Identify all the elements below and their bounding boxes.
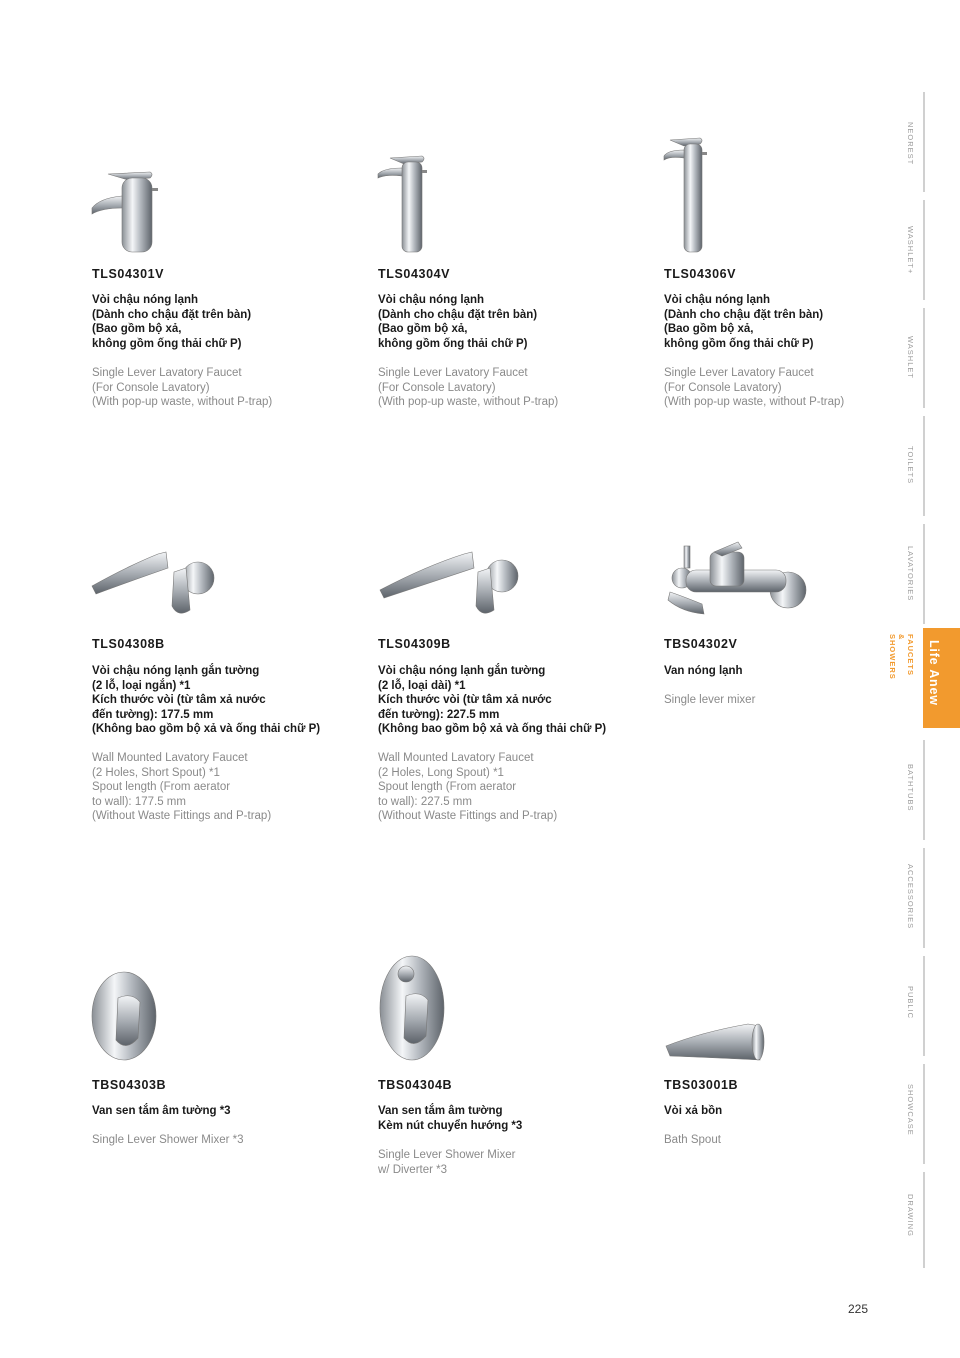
product-code: TBS04304B — [378, 1078, 453, 1092]
side-nav-label: WASHLET — [906, 336, 915, 379]
section-tab-label: Life Anew — [927, 640, 941, 706]
side-nav-label: ACCESSORIES — [906, 864, 915, 930]
product-code: TBS04303B — [92, 1078, 167, 1092]
faucet-image-tls04308b — [88, 546, 218, 622]
divider — [923, 308, 925, 408]
product-name-english: Single Lever Lavatory Faucet (For Console Lavatory) (With pop-up waste, without P-trap) — [92, 367, 273, 409]
side-nav-label: FAUCETS & SHOWERS — [888, 634, 915, 680]
side-nav-label: LAVATORIES — [906, 546, 915, 602]
divider — [923, 92, 925, 192]
divider — [923, 200, 925, 300]
divider — [923, 1172, 925, 1268]
product-name-vietnamese: Vòi chậu nóng lạnh gắn tường (2 lỗ, loại dài) *1 Kích thước vòi (từ tâm xả nước đến tường): 227.5 mm (Không bao gồm bộ xả và ống thải chữ P) — [378, 665, 607, 736]
side-nav-label: WASHLET+ — [906, 226, 915, 275]
side-nav-label: PUBLIC — [906, 986, 915, 1020]
faucet-image-tls04306v — [662, 136, 722, 254]
product-code: TBS03001B — [664, 1078, 739, 1092]
product-code: TLS04301V — [92, 267, 165, 281]
product-name-vietnamese: Vòi chậu nóng lạnh gắn tường (2 lỗ, loại ngắn) *1 Kích thước vòi (từ tâm xả nước đến tường): 177.5 mm (Không bao gồm bộ xả và ống thải chữ P) — [92, 665, 321, 736]
side-nav-label: NEOREST — [906, 122, 915, 166]
product-name-vietnamese: Van sen tắm âm tường Kèm nút chuyển hướng *3 — [378, 1105, 523, 1132]
product-name-vietnamese: Vòi chậu nóng lạnh (Dành cho chậu đặt trên bàn) (Bao gồm bộ xả, không gồm ống thải chữ P) — [92, 294, 252, 350]
faucet-image-tls04309b — [376, 546, 522, 622]
product-name-english: Single Lever Shower Mixer *3 — [92, 1134, 244, 1146]
product-name-english: Bath Spout — [664, 1134, 721, 1146]
product-name-vietnamese: Van sen tắm âm tường *3 — [92, 1105, 231, 1117]
product-code: TLS04306V — [664, 267, 737, 281]
product-name-vietnamese: Van nóng lạnh — [664, 665, 743, 677]
product-name-english: Single Lever Lavatory Faucet (For Console Lavatory) (With pop-up waste, without P-trap) — [664, 367, 845, 409]
product-name-vietnamese: Vòi chậu nóng lạnh (Dành cho chậu đặt trên bàn) (Bao gồm bộ xả, không gồm ống thải chữ P) — [664, 294, 824, 350]
side-nav-label: SHOWCASE — [906, 1084, 915, 1136]
divider — [923, 524, 925, 624]
shower-mixer-diverter-image-tbs04304b — [376, 952, 452, 1064]
divider — [923, 740, 925, 840]
product-name-english: Single lever mixer — [664, 694, 756, 706]
shower-mixer-image-tbs04303b — [88, 968, 164, 1064]
product-name-english: Single Lever Lavatory Faucet (For Console Lavatory) (With pop-up waste, without P-trap) — [378, 367, 559, 409]
faucet-image-tls04304v — [376, 154, 446, 254]
side-nav-label: BATHTUBS — [906, 764, 915, 812]
section-tab[interactable] — [923, 628, 960, 728]
faucet-image-tls04301v — [88, 168, 168, 254]
page-number: 225 — [848, 1302, 869, 1316]
product-code: TLS04309B — [378, 637, 451, 651]
product-code: TLS04304V — [378, 267, 451, 281]
product-name-english: Single Lever Shower Mixer w/ Diverter *3 — [378, 1149, 516, 1176]
product-name-english: Wall Mounted Lavatory Faucet (2 Holes, Short Spout) *1 Spout length (From aerator to wall): 177.5 mm (Without Waste Fittings and P-trap) — [92, 752, 272, 823]
product-name-english: Wall Mounted Lavatory Faucet (2 Holes, Long Spout) *1 Spout length (From aerator to wall): 227.5 mm (Without Waste Fittings and P-trap) — [378, 752, 558, 823]
bath-spout-image-tbs03001b — [662, 1016, 768, 1064]
product-name-vietnamese: Vòi chậu nóng lạnh (Dành cho chậu đặt trên bàn) (Bao gồm bộ xả, không gồm ống thải chữ P) — [378, 294, 538, 350]
product-code: TBS04302V — [664, 637, 738, 651]
product-name-vietnamese: Vòi xả bồn — [664, 1105, 723, 1117]
product-code: TLS04308B — [92, 637, 165, 651]
divider — [923, 416, 925, 516]
side-nav-label: DRAWING — [906, 1194, 915, 1237]
divider — [923, 848, 925, 948]
divider — [923, 956, 925, 1056]
mixer-image-tbs04302v — [662, 538, 808, 622]
side-nav-label: TOILETS — [906, 446, 915, 485]
divider — [923, 1064, 925, 1164]
